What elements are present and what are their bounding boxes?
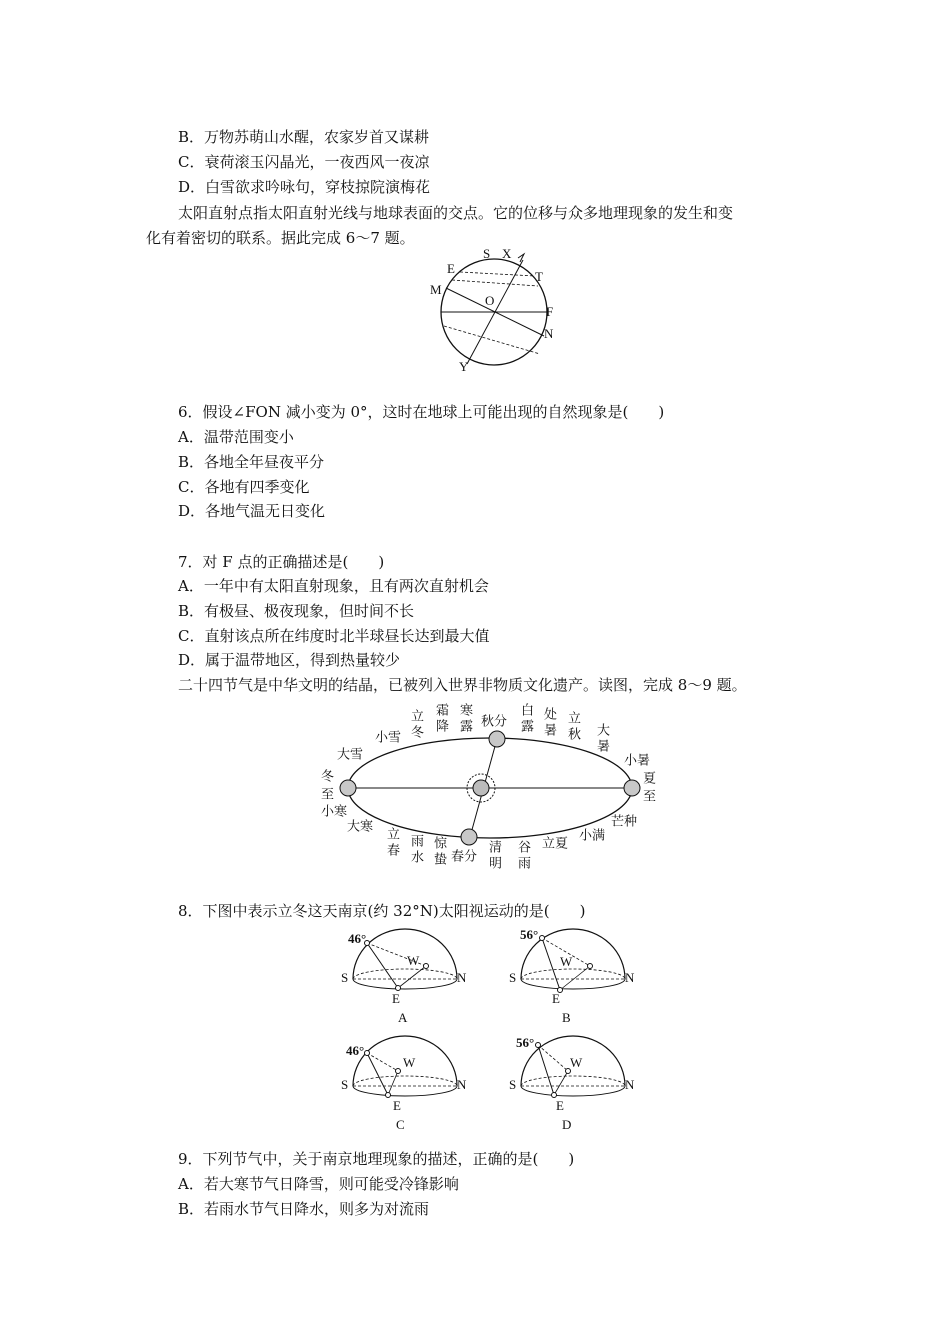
dashed-lower: [444, 326, 540, 354]
earth-summer-solstice: [624, 780, 640, 796]
term-daxue: 大雪: [337, 747, 364, 763]
q5-option-b: B．万物苏萌山水醒，农家岁首又谋耕: [178, 128, 430, 146]
q6-option-a: A．温带范围变小: [178, 428, 294, 446]
term-shuangjiang-2: 降: [436, 719, 450, 735]
term-chunfen: 春分: [451, 849, 478, 865]
label-m: M: [430, 281, 442, 297]
intro-8-9: 二十四节气是中华文明的结晶，已被列入世界非物质文化遗产。读图，完成 8～9 题。: [178, 676, 747, 694]
q7-option-a: A．一年中有太阳直射现象，且有两次直射机会: [178, 577, 489, 595]
earth-spring-equinox: [461, 829, 477, 845]
label-w: W: [570, 1054, 583, 1070]
term-guyu-2: 雨: [518, 856, 532, 872]
term-qiufen: 秋分: [481, 714, 508, 730]
label-s: S: [341, 1076, 349, 1092]
label-t: T: [535, 268, 543, 284]
q7-stem: 7．对 F 点的正确描述是( ): [178, 553, 385, 571]
term-yushui-2: 水: [411, 850, 425, 866]
sun-marker-icon: [540, 936, 545, 941]
label-f: F: [546, 303, 554, 319]
q9-option-a: A．若大寒节气日降雪，则可能受冷锋影响: [178, 1175, 459, 1193]
term-jingzhe-1: 惊: [434, 836, 448, 852]
term-liqiu-2: 秋: [568, 727, 582, 743]
term-chushu-1: 处: [544, 707, 558, 723]
term-dashu-2: 暑: [597, 739, 611, 755]
term-dashu-1: 大: [597, 723, 611, 739]
diagram-label: B: [562, 1009, 571, 1025]
sunrise-marker-icon: [396, 986, 401, 991]
term-xiaohan: 小寒: [321, 804, 348, 820]
term-xiazhi-1: 夏: [643, 771, 657, 787]
term-liqiu-1: 立: [568, 711, 582, 727]
q6-option-d: D．各地气温无日变化: [178, 502, 326, 520]
label-n: N: [625, 1076, 635, 1092]
sunset-marker-icon: [588, 964, 593, 969]
diagram-label: A: [398, 1009, 408, 1025]
dashed-upper: [452, 280, 538, 286]
diagram-label: D: [562, 1116, 572, 1132]
label-s: S: [509, 969, 517, 985]
sun-marker-icon: [536, 1043, 541, 1048]
label-y: Y: [459, 358, 469, 374]
label-e: E: [392, 990, 400, 1006]
angle-label: 56°: [520, 928, 539, 942]
label-w: W: [407, 952, 420, 968]
dashed-top: [460, 272, 535, 276]
angle-label: 56°: [516, 1035, 535, 1050]
angle-label: 46°: [348, 930, 367, 946]
diagram-label: C: [396, 1116, 405, 1132]
q8-diagram-a: [340, 928, 470, 1028]
label-n: N: [457, 1076, 467, 1092]
term-qingming-1: 清: [489, 840, 503, 856]
term-lichun-1: 立: [387, 827, 401, 843]
term-xiazhi-2: 至: [643, 789, 657, 805]
q8-diagram-d: [508, 1035, 638, 1135]
label-o: O: [485, 292, 495, 308]
term-hanlu-2: 露: [460, 719, 474, 735]
q8-diagram-c: [340, 1035, 470, 1135]
term-chushu-2: 暑: [544, 723, 558, 739]
label-e: E: [552, 990, 560, 1006]
term-qingming-2: 明: [489, 856, 503, 872]
intro-6-7-line2: 化有着密切的联系。据此完成 6～7 题。: [146, 229, 415, 247]
term-yushui-1: 雨: [411, 834, 425, 850]
term-hanlu-1: 寒: [460, 703, 474, 719]
label-e: E: [393, 1097, 401, 1113]
label-s: S: [341, 969, 349, 985]
sun-marker-icon: [365, 1051, 370, 1056]
q9-stem: 9．下列节气中，关于南京地理现象的描述，正确的是( ): [178, 1150, 575, 1168]
term-lixia: 立夏: [542, 836, 569, 852]
label-e: E: [556, 1097, 564, 1113]
term-jingzhe-2: 蛰: [434, 852, 448, 868]
term-shuangjiang-1: 霜: [436, 703, 450, 719]
q7-option-b: B．有极昼、极夜现象，但时间不长: [178, 602, 415, 620]
term-lidong-2: 冬: [411, 725, 425, 741]
label-w: W: [560, 953, 573, 969]
term-lichun-2: 春: [387, 843, 401, 859]
q8-diagram-b: [508, 928, 638, 1028]
term-xiaoman: 小满: [579, 828, 606, 844]
q7-option-c: C．直射该点所在纬度时北半球昼长达到最大值: [178, 627, 490, 645]
label-x: X: [502, 245, 512, 261]
term-xiaoxue: 小雪: [375, 730, 402, 746]
label-n: N: [625, 969, 635, 985]
term-dahan: 大寒: [347, 819, 374, 835]
sunset-marker-icon: [396, 1069, 401, 1074]
term-bailu-2: 露: [521, 719, 535, 735]
intro-6-7-line1: 太阳直射点指太阳直射光线与地球表面的交点。它的位移与众多地理现象的发生和变: [178, 204, 734, 222]
earth-direct-point-diagram: [420, 244, 570, 376]
term-mangzhong: 芒种: [611, 814, 638, 830]
earth-autumn-equinox: [489, 731, 505, 747]
solar-terms-diagram: [315, 700, 675, 875]
earth-winter-solstice: [340, 780, 356, 796]
angle-label: 46°: [346, 1042, 365, 1058]
sunset-marker-icon: [424, 964, 429, 969]
label-e: E: [447, 260, 455, 276]
label-w: W: [403, 1054, 416, 1070]
term-xiaoshu: 小暑: [624, 753, 651, 769]
term-dongzhi-2: 至: [321, 787, 335, 803]
label-n: N: [457, 969, 467, 985]
term-bailu-1: 白: [521, 703, 535, 719]
q6-stem: 6．假设∠FON 减小变为 0°，这时在地球上可能出现的自然现象是( ): [178, 403, 665, 421]
q6-option-b: B．各地全年昼夜平分: [178, 453, 325, 471]
label-n: N: [544, 325, 554, 341]
q7-option-d: D．属于温带地区，得到热量较少: [178, 651, 401, 669]
q9-option-b: B．若雨水节气日降水，则多为对流雨: [178, 1200, 430, 1218]
label-s: S: [483, 245, 491, 261]
label-s: S: [509, 1076, 517, 1092]
q6-option-c: C．各地有四季变化: [178, 478, 310, 496]
q5-option-c: C．衰荷滚玉闪晶光，一夜西风一夜凉: [178, 153, 430, 171]
q8-stem: 8．下图中表示立冬这天南京(约 32°N)太阳视运动的是( ): [178, 902, 586, 920]
term-lidong-1: 立: [411, 709, 425, 725]
term-guyu-1: 谷: [518, 840, 532, 856]
sunrise-marker-icon: [552, 1093, 557, 1098]
sunrise-marker-icon: [386, 1093, 391, 1098]
term-dongzhi-1: 冬: [321, 769, 335, 785]
q5-option-d: D．白雪欲求吟咏句，穿枝掠院演梅花: [178, 178, 431, 196]
